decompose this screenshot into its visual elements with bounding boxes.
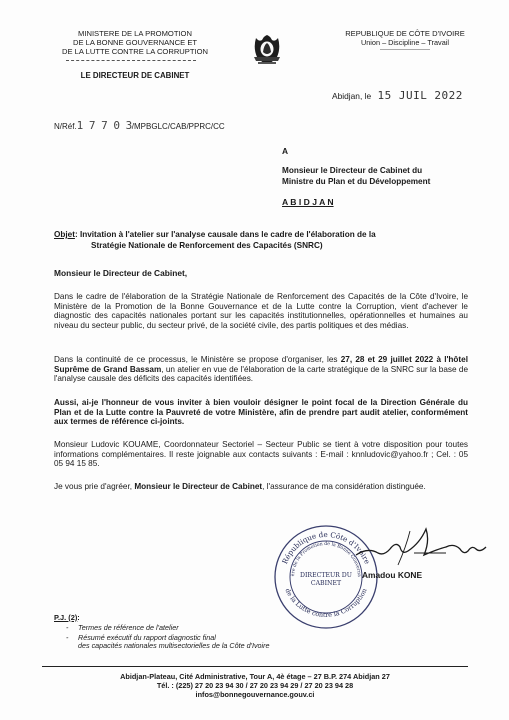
recipient-line-1: Monsieur le Directeur de Cabinet du bbox=[282, 166, 423, 175]
closing-rest: , l'assurance de ma considération distinguée. bbox=[262, 482, 426, 491]
attachments-heading bbox=[54, 613, 80, 622]
footer-phone: Tél. : (225) 27 20 23 94 30 / 27 20 23 94 29 / 27 20 23 94 28 bbox=[156, 681, 354, 690]
signatory-name: Amadou KONE bbox=[362, 570, 423, 580]
date-prefix: Abidjan, le bbox=[332, 91, 372, 101]
header-divider bbox=[66, 60, 196, 61]
director-title: LE DIRECTEUR DE CABINET bbox=[80, 71, 190, 80]
p2-intro: Dans la continuité de ce processus, le Ministère se propose d'organiser, les bbox=[54, 355, 341, 364]
date-line bbox=[332, 89, 463, 102]
republic-name: REPUBLIQUE DE CÔTE D'IVOIRE bbox=[345, 29, 465, 38]
closing-paragraph bbox=[54, 482, 468, 492]
closing-intro: Je vous prie d'agréer, bbox=[54, 482, 135, 491]
recipient-line-2: Ministre du Plan et du Développement bbox=[282, 176, 431, 186]
stamp-center-line-2: CABINET bbox=[310, 580, 342, 587]
subject-line-1: : Invitation à l'atelier sur l'analyse causale dans le cadre de l'élaboration de la bbox=[74, 230, 376, 239]
ministry-line-2: DE LA BONNE GOUVERNANCE ET bbox=[72, 38, 198, 47]
body-paragraph-1: Dans le cadre de l'élaboration de la Stratégie Nationale de Renforcement des Capacités de la Côte d'Ivoire, le Ministère de la Promotion de la Bonne Gouvernance et de la Lutte contre la Corruption, vient d'achever le diagnostic des capacités nationales portant sur les capacités institutionnelles, opérationnelles et humaines au niveau du secteur public, du secteur privé, de la société civile, des partis politiques et des médias. bbox=[54, 292, 468, 330]
p2-rest: , un atelier en vue de l'élaboration de la carte stratégique de la SNRC sur la base de l'analyse causale des déficits des capacités identifiées. bbox=[54, 364, 469, 384]
footer-email: infos@bonnegouvernance.gouv.ci bbox=[195, 690, 315, 699]
motto-separator: ------------------------- bbox=[380, 47, 430, 53]
coat-of-arms-icon bbox=[250, 30, 284, 66]
reference-number: 1 7 7 0 3 bbox=[76, 119, 132, 132]
recipient-prefix: A bbox=[282, 146, 289, 156]
body-paragraph-2 bbox=[54, 355, 468, 384]
event-dates-venue: 27, 28 et 29 juillet 2022 à l'hôtel Suprême de Grand Bassam bbox=[54, 355, 468, 374]
footer-block bbox=[30, 672, 480, 699]
attachment-item-2-line-2: des capacités nationales multisectorielles de la Côte d'Ivoire bbox=[78, 641, 270, 651]
stamp-center-line-1: DIRECTEUR DU bbox=[300, 572, 352, 579]
date-stamp: 15 JUIL 2022 bbox=[377, 89, 463, 102]
reference-prefix: N/Réf. bbox=[54, 122, 77, 131]
reference-line bbox=[54, 119, 225, 132]
republic-header bbox=[335, 29, 475, 54]
stamp-top-text: République de Côte d'Ivoire bbox=[280, 529, 372, 566]
footer-address: Abidjan-Plateau, Cité Administrative, Tour A, 4è étage – 27 B.P. 274 Abidjan 27 bbox=[120, 672, 390, 681]
body-paragraph-3: Aussi, ai-je l'honneur de vous inviter à bien vouloir désigner le point focal de la Direction Générale du Plan et de la Lutte contre la Pauvreté de votre Ministère, afin de prendre part audit atelier, conformément aux termes de référence ci-joints. bbox=[54, 398, 468, 427]
subject-line-2: Stratégie Nationale de Renforcement des Capacités (SNRC) bbox=[91, 240, 323, 250]
handwritten-signature bbox=[350, 525, 490, 570]
body-paragraph-4: Monsieur Ludovic KOUAME, Coordonnateur Sectoriel – Secteur Public se tient à votre disposition pour toutes informations complémentaires. Il reste joignable aux contacts suivants : E-mail : knnludovic@yahoo.fr ; Cel. : 05 05 94 15 85. bbox=[54, 440, 468, 469]
attachments-colon: : bbox=[77, 613, 80, 622]
reference-suffix: /MPBGLC/CAB/PPRC/CC bbox=[131, 122, 225, 131]
recipient-city: A B I D J A N bbox=[282, 197, 334, 207]
ministry-header bbox=[40, 29, 230, 56]
national-motto: Union – Discipline – Travail bbox=[360, 38, 449, 47]
footer-rule bbox=[42, 666, 468, 667]
attachment-dash-1: - bbox=[66, 623, 69, 632]
salutation: Monsieur le Directeur de Cabinet, bbox=[54, 268, 188, 278]
closing-addressee: Monsieur le Directeur de Cabinet bbox=[134, 482, 263, 491]
subject-block bbox=[54, 230, 470, 251]
stamp-inner-text: ère de la Promotion de la Bonne Gouverna bbox=[290, 541, 362, 577]
svg-text:de la Lutte contre la Corrupti bbox=[283, 587, 368, 619]
attachment-item-1: Termes de référence de l'atelier bbox=[78, 623, 179, 632]
attachment-dash-2: - bbox=[66, 633, 69, 642]
stamp-bottom-text: de la Lutte contre la Corruption bbox=[283, 587, 369, 620]
attachment-item-2 bbox=[78, 634, 408, 651]
recipient-block bbox=[282, 166, 482, 187]
subject-label: Objet bbox=[54, 230, 75, 239]
attachments-label: P.J. (2) bbox=[54, 613, 78, 622]
attachment-item-2-line-1: Résumé exécutif du rapport diagnostic final bbox=[78, 633, 216, 642]
ministry-line-3: DE LA LUTTE CONTRE LA CORRUPTION bbox=[62, 47, 208, 56]
ministry-line-1: MINISTERE DE LA PROMOTION bbox=[78, 29, 192, 38]
